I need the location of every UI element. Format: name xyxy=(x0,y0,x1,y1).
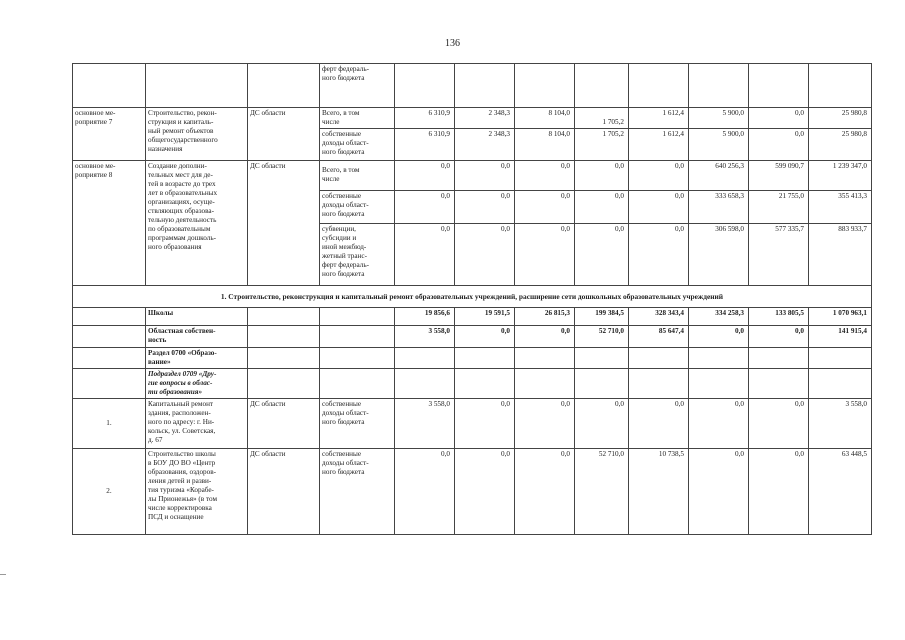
value-cell: 1 070 963,1 xyxy=(809,308,872,326)
value-cell: 2 348,3 xyxy=(455,108,515,129)
value-cell: 10 738,5 xyxy=(629,449,689,535)
table-row xyxy=(73,308,872,326)
item-number: 2. xyxy=(73,449,146,535)
value-cell: 0,0 xyxy=(455,326,515,348)
value-cell: 0,0 xyxy=(629,191,689,224)
value-cell: 199 384,5 xyxy=(575,308,629,326)
value-cell: 640 256,3 xyxy=(689,161,749,191)
value-cell: 1 612,4 xyxy=(629,108,689,129)
value-cell: 2 348,3 xyxy=(455,129,515,161)
value-cell: 0,0 xyxy=(749,449,809,535)
measure-name: Строительство, рекон- струкция и капиталь- ный ремонт объектов общегосударственного назначения xyxy=(146,108,248,161)
value-cell: 141 915,4 xyxy=(809,326,872,348)
value-cell: 133 805,5 xyxy=(749,308,809,326)
item-name: Строительство школы в БОУ ДО ВО «Центр образования, оздоров- ления детей и разви- тия туризма «Корабе- лы Прионежья» (в том числе корректировка ПСД и оснащение xyxy=(146,449,248,535)
value-cell: 3 558,0 xyxy=(395,399,455,449)
value-cell: 1 705,2 xyxy=(575,129,629,161)
value-cell: 1 612,4 xyxy=(629,129,689,161)
value-cell: 0,0 xyxy=(575,191,629,224)
value-cell: 6 310,9 xyxy=(395,108,455,129)
table-row xyxy=(73,326,872,348)
value-cell: 19 856,6 xyxy=(395,308,455,326)
value-cell: 0,0 xyxy=(749,399,809,449)
value-cell: 0,0 xyxy=(395,224,455,286)
value-cell: 0,0 xyxy=(629,161,689,191)
value-cell: 355 413,3 xyxy=(809,191,872,224)
value-cell: 6 310,9 xyxy=(395,129,455,161)
value-cell: 0,0 xyxy=(749,326,809,348)
value-cell: 0,0 xyxy=(575,224,629,286)
value-cell: 0,0 xyxy=(515,224,575,286)
value-cell: 52 710,0 xyxy=(575,326,629,348)
value-cell: 0,0 xyxy=(395,161,455,191)
page-number: 136 xyxy=(445,38,460,49)
measure-name: Создание дополни- тельных мест для де- тей в возрасте до трех лет в образовательных организациях, осуще- ствляющих образова- тельную деятельность по образовательным программам дошколь- ного образования xyxy=(146,161,248,286)
table-row xyxy=(73,369,872,399)
value-cell: 0,0 xyxy=(395,449,455,535)
source-cell: собственные доходы област- ного бюджета xyxy=(320,399,395,449)
value-cell: 0,0 xyxy=(455,161,515,191)
value-cell: 0,0 xyxy=(689,449,749,535)
measure-type: основное ме- роприятие 7 xyxy=(73,108,146,161)
source-cell: собственные доходы област- ного бюджета xyxy=(320,129,395,161)
table-row xyxy=(73,108,872,129)
measure-type: основное ме- роприятие 8 xyxy=(73,161,146,286)
section-title: 1. Строительство, реконструкция и капитальный ремонт образовательных учреждений, расширение сети дошкольных образовательных учреждений xyxy=(73,286,872,308)
value-cell: 25 980,8 xyxy=(809,129,872,161)
executor: ДС области xyxy=(248,399,320,449)
value-cell: 52 710,0 xyxy=(575,449,629,535)
table-row xyxy=(73,348,872,369)
table-row xyxy=(73,161,872,191)
value-cell: 0,0 xyxy=(515,161,575,191)
value-cell: 5 900,0 xyxy=(689,129,749,161)
value-cell: 8 104,0 xyxy=(515,129,575,161)
value-cell: 0,0 xyxy=(515,326,575,348)
table-row xyxy=(73,399,872,449)
value-cell: 0,0 xyxy=(515,449,575,535)
value-cell: 0,0 xyxy=(749,108,809,129)
row-label: Областная собствен- ность xyxy=(146,326,248,348)
value-cell: 25 980,8 xyxy=(809,108,872,129)
value-cell: 0,0 xyxy=(689,399,749,449)
executor: ДС области xyxy=(248,449,320,535)
source-cell: собственные доходы област- ного бюджета xyxy=(320,191,395,224)
value-cell: 19 591,5 xyxy=(455,308,515,326)
program-table xyxy=(72,63,872,535)
value-cell: 577 335,7 xyxy=(749,224,809,286)
podrazdel-label: Подраздел 0709 «Дру- гие вопросы в облас- ти образования» xyxy=(146,369,248,399)
value-cell: 5 900,0 xyxy=(689,108,749,129)
value-cell: 0,0 xyxy=(455,224,515,286)
value-cell: 0,0 xyxy=(455,399,515,449)
table-row xyxy=(73,449,872,535)
value-cell: 1 705,2 xyxy=(575,108,629,129)
item-number: 1. xyxy=(73,399,146,449)
value-cell: 0,0 xyxy=(515,399,575,449)
executor: ДС области xyxy=(248,161,320,286)
executor: ДС области xyxy=(248,108,320,161)
value-cell: 0,0 xyxy=(575,399,629,449)
row-label: Школы xyxy=(146,308,248,326)
source-cell: субвенции, субсидии и иной межбюд- жетный транс- ферт федераль- ного бюджета xyxy=(320,224,395,286)
value-cell: 883 933,7 xyxy=(809,224,872,286)
value-cell: 599 090,7 xyxy=(749,161,809,191)
source-cell: Всего, в том числе xyxy=(320,161,395,191)
value-cell: 26 815,3 xyxy=(515,308,575,326)
source-cell: ферт федераль- ного бюджета xyxy=(320,64,395,108)
value-cell: 0,0 xyxy=(575,161,629,191)
value-cell: 333 658,3 xyxy=(689,191,749,224)
value-cell: 3 558,0 xyxy=(395,326,455,348)
source-cell: собственные доходы област- ного бюджета xyxy=(320,449,395,535)
value-cell: 306 598,0 xyxy=(689,224,749,286)
value-cell: 21 755,0 xyxy=(749,191,809,224)
value-cell: 334 258,3 xyxy=(689,308,749,326)
value-cell: 0,0 xyxy=(629,399,689,449)
value-cell: 1 239 347,0 xyxy=(809,161,872,191)
value-cell: 0,0 xyxy=(515,191,575,224)
value-cell: 0,0 xyxy=(455,191,515,224)
item-name: Капитальный ремонт здания, расположен- ного по адресу: г. Ни- кольск, ул. Советская, д. 67 xyxy=(146,399,248,449)
value-cell: 8 104,0 xyxy=(515,108,575,129)
table-row xyxy=(73,64,872,108)
value-cell: 0,0 xyxy=(395,191,455,224)
value-cell: 85 647,4 xyxy=(629,326,689,348)
source-cell: Всего, в том числе xyxy=(320,108,395,129)
value-cell: 0,0 xyxy=(749,129,809,161)
value-cell: 0,0 xyxy=(689,326,749,348)
value-cell: 3 558,0 xyxy=(809,399,872,449)
table-row xyxy=(73,286,872,308)
razdel-label: Раздел 0700 «Образо- вание» xyxy=(146,348,248,369)
value-cell: 0,0 xyxy=(455,449,515,535)
value-cell: 63 448,5 xyxy=(809,449,872,535)
margin-mark xyxy=(0,574,6,575)
value-cell: 328 343,4 xyxy=(629,308,689,326)
value-cell: 0,0 xyxy=(629,224,689,286)
